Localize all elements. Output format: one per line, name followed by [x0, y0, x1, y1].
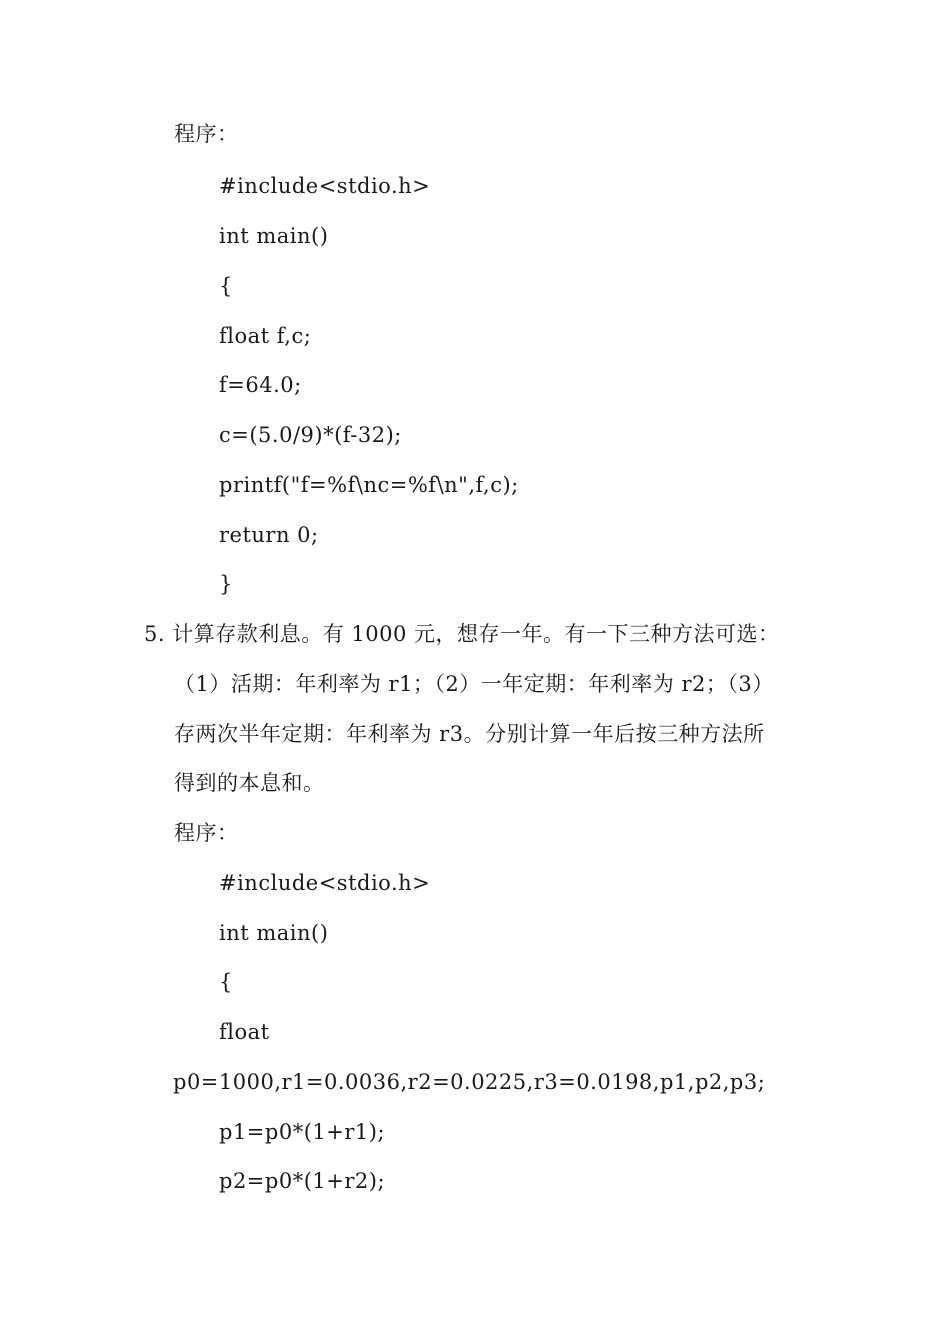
code-line: printf("f=%f\nc=%f\n",f,c); [219, 473, 519, 497]
code-line: { [219, 970, 233, 994]
code-line: c=(5.0/9)*(f-32); [219, 423, 402, 447]
code-line: p0=1000,r1=0.0036,r2=0.0225,r3=0.0198,p1,p2,p3; [173, 1070, 766, 1094]
question-5-text: 得到的本息和。 [174, 771, 325, 795]
code-line: #include<stdio.h> [219, 871, 431, 895]
program-label: 程序： [174, 821, 239, 845]
code-line: f=64.0; [219, 373, 302, 397]
code-line: { [219, 274, 233, 298]
question-5-text: 5. 计算存款利息。有 1000 元，想存一年。有一下三种方法可选： [144, 622, 780, 646]
question-5-text: （1）活期：年利率为 r1；（2）一年定期：年利率为 r2；（3） [174, 672, 774, 696]
code-line: #include<stdio.h> [219, 174, 431, 198]
question-5-text: 存两次半年定期：年利率为 r3。分别计算一年后按三种方法所 [174, 722, 765, 746]
code-line: } [219, 572, 233, 596]
code-line: p2=p0*(1+r2); [219, 1169, 386, 1193]
code-line: p1=p0*(1+r1); [219, 1120, 386, 1144]
program-label: 程序： [174, 122, 239, 146]
code-line: float f,c; [219, 324, 312, 348]
code-line: float [219, 1020, 270, 1044]
code-line: int main() [219, 224, 329, 248]
code-line: int main() [219, 921, 329, 945]
code-line: return 0; [219, 523, 319, 547]
